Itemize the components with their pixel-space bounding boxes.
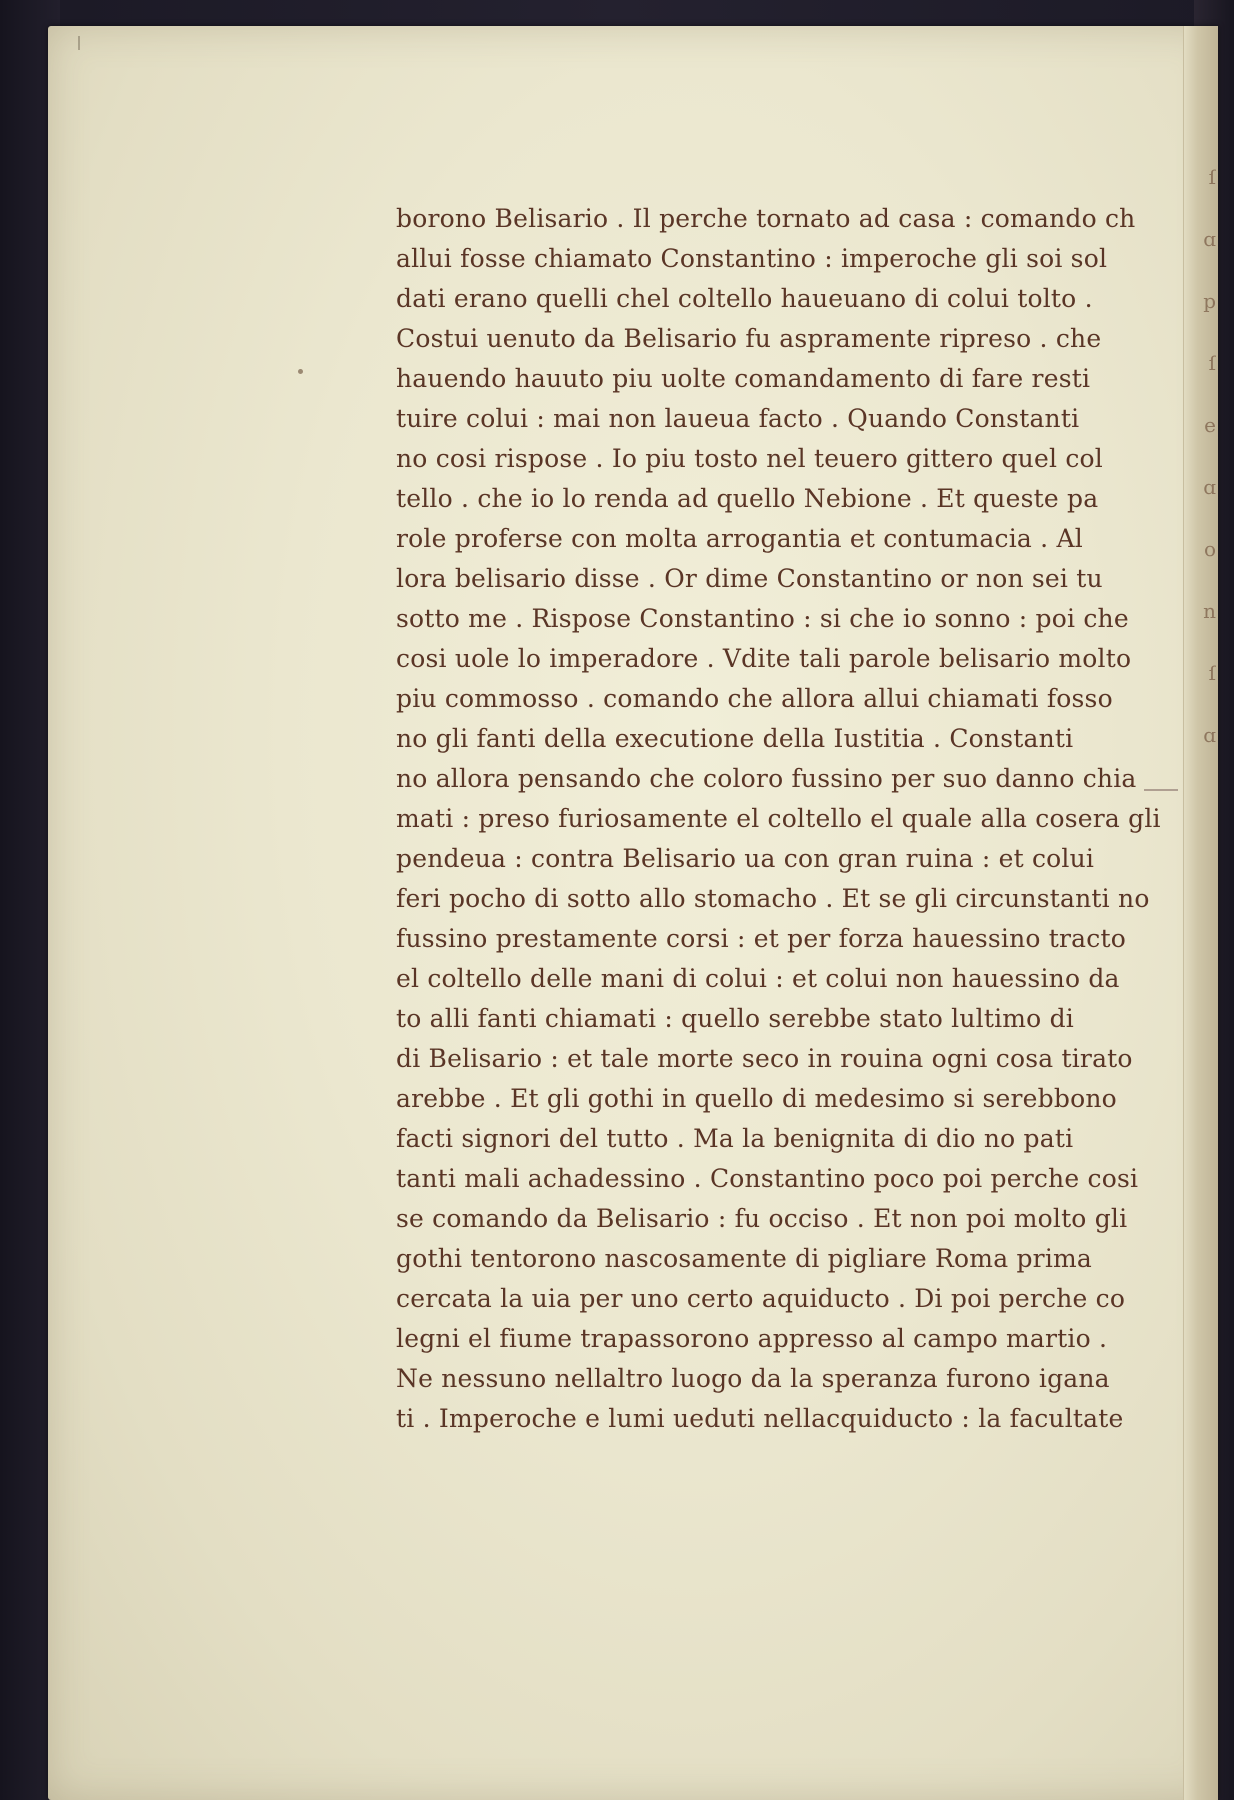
manuscript-line: tanti mali achadessino . Constantino poco poi perche cosi: [396, 1164, 1139, 1193]
manuscript-line: no cosi rispose . Io piu tosto nel teuero gittero quel col: [396, 444, 1103, 473]
manuscript-line: mati : preso furiosamente el coltello el quale alla cosera gli: [396, 804, 1161, 833]
manuscript-line: arebbe . Et gli gothi in quello di medesimo si serebbono: [396, 1084, 1117, 1113]
manuscript-line: di Belisario : et tale morte seco in rouina ogni cosa tirato: [396, 1044, 1133, 1073]
manuscript-line: role proferse con molta arrogantia et contumacia . Al: [396, 524, 1083, 553]
manuscript-line: el coltello delle mani di colui : et colui non hauessino da: [396, 964, 1120, 993]
manuscript-line: lora belisario disse . Or dime Constantino or non sei tu: [396, 564, 1103, 593]
corner-mark: [78, 36, 80, 50]
manuscript-page: [48, 26, 1218, 1800]
margin-dot: [298, 369, 303, 374]
manuscript-line: ti . Imperoche e lumi ueduti nellacquiducto : la facultate: [396, 1404, 1124, 1433]
page-edge: [1183, 26, 1218, 1800]
manuscript-line: se comando da Belisario : fu occiso . Et non poi molto gli: [396, 1204, 1128, 1233]
manuscript-line: hauendo hauuto piu uolte comandamento di fare resti: [396, 364, 1091, 393]
manuscript-line: piu commosso . comando che allora allui chiamati fosso: [396, 684, 1113, 713]
text-block: [396, 202, 1161, 1462]
manuscript-line: tello . che io lo renda ad quello Nebione . Et queste pa: [396, 484, 1099, 513]
manuscript-line: Ne nessuno nellaltro luogo da la speranza furono igana: [396, 1364, 1110, 1393]
margin-dash: [1144, 789, 1178, 791]
manuscript-line: facti signori del tutto . Ma la benignita di dio no pati: [396, 1124, 1074, 1153]
manuscript-line: Costui uenuto da Belisario fu aspramente ripreso . che: [396, 324, 1102, 353]
manuscript-line: legni el fiume trapassorono appresso al campo martio .: [396, 1324, 1108, 1353]
manuscript-line: gothi tentorono nascosamente di pigliare Roma prima: [396, 1244, 1093, 1273]
manuscript-line: sotto me . Rispose Constantino : si che io sonno : poi che: [396, 604, 1129, 633]
manuscript-line: fussino prestamente corsi : et per forza hauessino tracto: [396, 924, 1126, 953]
manuscript-line: feri pocho di sotto allo stomacho . Et se gli circunstanti no: [396, 884, 1150, 913]
manuscript-line: no allora pensando che coloro fussino per suo danno chia: [396, 764, 1137, 793]
manuscript-line: no gli fanti della executione della Iustitia . Constanti: [396, 724, 1074, 753]
manuscript-line: tuire colui : mai non laueua facto . Quando Constanti: [396, 404, 1080, 433]
manuscript-line: borono Belisario . Il perche tornato ad casa : comando ch: [396, 204, 1136, 233]
manuscript-line: to alli fanti chiamati : quello serebbe stato lultimo di: [396, 1004, 1074, 1033]
bleed-through-text: ſ ɑ p ſ e ɑ o n ſ ɑ: [1203, 165, 1216, 747]
manuscript-line: cercata la uia per uno certo aquiducto . Di poi perche co: [396, 1284, 1126, 1313]
manuscript-line: cosi uole lo imperadore . Vdite tali parole belisario molto: [396, 644, 1132, 673]
manuscript-line: pendeua : contra Belisario ua con gran ruina : et colui: [396, 844, 1095, 873]
manuscript-line: dati erano quelli chel coltello haueuano di colui tolto .: [396, 284, 1093, 313]
manuscript-line: allui fosse chiamato Constantino : imperoche gli soi sol: [396, 244, 1108, 273]
